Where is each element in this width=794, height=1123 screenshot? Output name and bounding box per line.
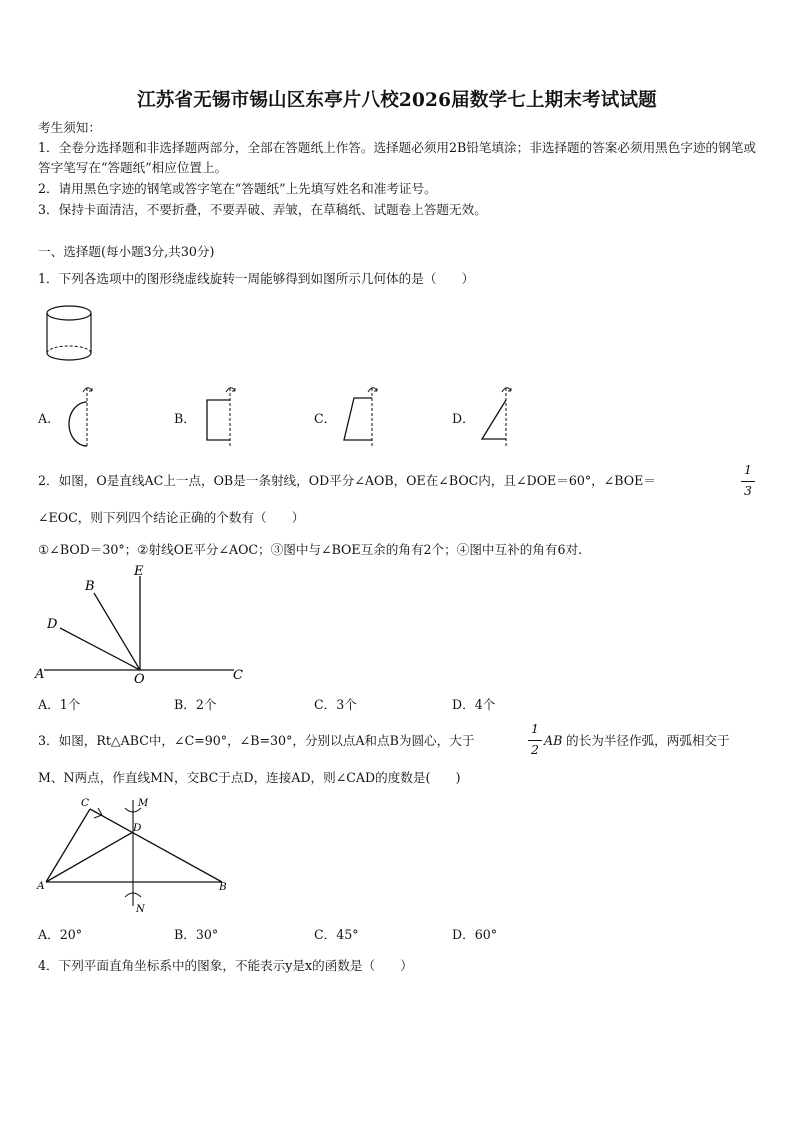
q3-option-d: D．60° [452, 927, 498, 942]
q2-stem-part1: 2．如图，O是直线AC上一点，OB是一条射线，OD平分∠AOB，OE在∠BOC内，且∠DOE＝60°，∠BOE＝ [38, 473, 656, 488]
q3-label-b: B [219, 881, 227, 893]
q3-fraction-denominator: 2 [531, 742, 539, 757]
q1-option-c-label: C． [314, 411, 337, 426]
q1-option-b-label: B． [174, 411, 196, 426]
q2-label-o: O [134, 672, 145, 687]
q2-label-d: D [47, 617, 58, 632]
q1-option-d-figure [476, 382, 520, 450]
q2-option-b: B．2个 [174, 697, 217, 712]
q3-stem-part2: 的长为半径作弧，两弧相交于 [566, 733, 730, 748]
q1-option-d-label: D． [452, 411, 475, 426]
q3-stem-part3: M、N两点，作直线MN，交BC于点D，连接AD，则∠CAD的度数是( ) [38, 770, 461, 785]
q3-label-m: M [138, 798, 149, 809]
q3-label-c: C [81, 797, 90, 809]
q3-label-d: D [133, 822, 142, 834]
q3-label-n: N [136, 904, 145, 915]
q2-stem-part2: ∠EOC，则下列四个结论正确的个数有（ ） [38, 510, 305, 525]
q3-fraction-bar [528, 740, 542, 741]
q2-statements: ①∠BOD＝30°；②射线OE平分∠AOC；③图中与∠BOE互余的角有2个；④图中互补的角有6对. [38, 542, 583, 557]
notice-item-3: 3．保持卡面清洁，不要折叠，不要弄破、弄皱，在草稿纸、试题卷上答题无效。 [38, 202, 487, 217]
q2-option-c: C．3个 [314, 697, 357, 712]
section-heading: 一、选择题(每小题3分,共30分) [38, 244, 215, 259]
q2-fraction-bar [741, 481, 755, 482]
q1-option-b-figure [200, 382, 240, 450]
q2-label-a: A [35, 667, 45, 682]
q2-fraction-denominator: 3 [744, 483, 752, 498]
notice-heading: 考生须知： [38, 120, 101, 135]
cylinder-figure [40, 300, 100, 366]
q3-option-b: B．30° [174, 927, 219, 942]
q1-stem: 1．下列各选项中的图形绕虚线旋转一周能够得到如图所示几何体的是（ ） [38, 271, 475, 286]
q3-triangle-figure [34, 794, 234, 918]
page-title: 江苏省无锡市锡山区东亭片八校2026届数学七上期末考试试题 [137, 90, 657, 111]
q3-option-c: C．45° [314, 927, 359, 942]
q3-segment-ab: AB [544, 733, 563, 748]
q1-option-c-figure [338, 382, 382, 450]
notice-item-1: 1．全卷分选择题和非选择题两部分，全部在答题纸上作答。选择题必须用2B铅笔填涂；非选择题的答案必须用黑色字迹的钢笔或答字笔写在“答题纸”相应位置上。 [38, 140, 756, 175]
q3-option-a: A．20° [38, 927, 83, 942]
q3-label-a: A [37, 880, 45, 892]
q2-label-e: E [134, 564, 144, 579]
q2-label-c: C [233, 668, 243, 683]
notice-item-2: 2．请用黑色字迹的钢笔或答字笔在“答题纸”上先填写姓名和准考证号。 [38, 181, 437, 196]
q1-option-a-label: A. [38, 411, 52, 426]
q2-option-d: D．4个 [452, 697, 496, 712]
q1-option-a-figure [58, 382, 98, 450]
q2-fraction-numerator: 1 [744, 462, 752, 477]
q2-angle-figure [30, 562, 260, 688]
q3-stem-part1: 3．如图，Rt△ABC中，∠C=90°，∠B=30°，分别以点A和点B为圆心，大于 [38, 733, 475, 748]
q4-stem: 4．下列平面直角坐标系中的图象，不能表示y是x的函数是（ ） [38, 958, 413, 973]
q2-label-b: B [85, 579, 95, 594]
q3-fraction-numerator: 1 [531, 721, 539, 736]
q2-option-a: A．1个 [38, 697, 81, 712]
